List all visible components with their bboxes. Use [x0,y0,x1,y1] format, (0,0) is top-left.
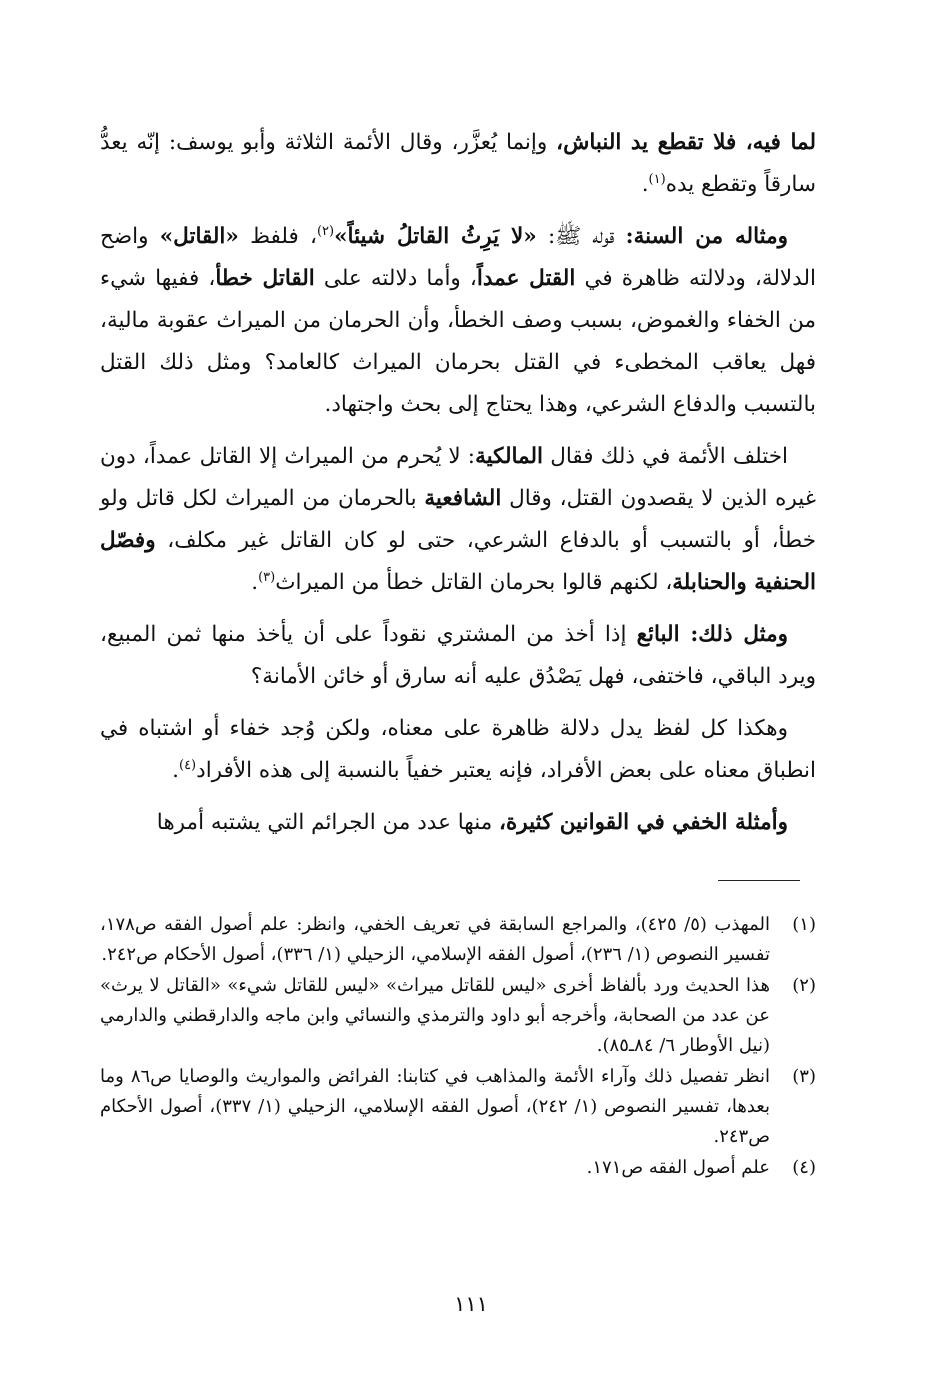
footnote-ref: (٣) [258,569,276,585]
footnote-number: (٢) [792,975,816,996]
bold-phrase: وفصّل الحنفية والحنابلة [100,528,816,595]
hadith-quote: «لا يَرِثُ القاتلُ شيئاً» [334,224,537,249]
bold-phrase: القاتل خطأ [215,266,315,291]
text-run: اختلف الأئمة في ذلك فقال [543,444,788,469]
text-run: بالحرمان من الميراث لكل قاتل ولو خطأ، أو بالتسبب أو بالدفاع الشرعي، حتى لو كان القاتل غير مكلف، [100,486,816,553]
text-run: وهكذا كل لفظ يدل دلالة ظاهرة على معناه، ولكن وُجد خفاء أو اشتباه في انطباق معناه على بعض الأفراد، فإنه يعتبر خفياً بالنسبة إلى هذه الأفراد [100,716,816,783]
text-run: إذا أخذ من المشتري نقوداً على أن يأخذ منها ثمن المبيع، ويرد الباقي، فاختفى، فهل يَصْدُق عليه أنه سارق أو خائن الأمانة؟ [100,622,816,689]
footnote-number: (٣) [792,1066,816,1087]
footnote-number: (١) [792,914,816,935]
text-run: ، ففيها شيء من الخفاء والغموض، بسبب وصف الخطأ، وأن الحرمان من الميراث عقوبة مالية، فهل يعاقب المخطىء في القتل بحرمان الميراث كالعامد؟ ومثل ذلك القتل بالتسبب والدفاع الشرعي، وهذا يحتاج إلى بحث واجتهاد. [100,266,816,417]
footnote-text: المهذب (٥/ ٤٢٥)، والمراجع السابقة في تعريف الخفي، وانظر: علم أصول الفقه ص١٧٨، تفسير النصوص (١/ ٢٣٦)، أصول الفقه الإسلامي، الزحيلي (١/ ٣٣٦)، أصول الأحكام ص٢٤٢. [100,914,770,965]
text-run: قوله ﷺ: [536,224,626,249]
text-run: واضح الدلالة، ودلالته ظاهرة في [100,224,816,291]
bold-phrase: وأمثلة الخفي في القوانين كثيرة، [499,810,788,835]
text-run: . [641,172,649,197]
paragraph-5 [100,708,816,792]
footnote-text: انظر تفصيل ذلك وآراء الأئمة والمذاهب في كتابنا: الفرائض والمواريث والوصايا ص٨٦ وما بعدها، تفسير النصوص (١/ ٢٤٢)، أصول الفقه الإسلامي، الزحيلي (١/ ٣٣٧)، أصول الأحكام ص٢٤٣. [100,1066,770,1147]
footnote-3 [100,1062,816,1152]
footnote-text: علم أصول الفقه ص١٧١. [586,1157,770,1178]
paragraph-1 [100,122,816,206]
footnote-text: هذا الحديث ورد بألفاظ أخرى «ليس للقاتل ميراث» «ليس للقاتل شيء» «القاتل لا يرث» عن عدد من الصحابة، وأخرجه أبو داود والترمذي والنسائي وابن ماجه والدارقطني والدارمي (نيل الأوطار ٦/ ٨٤ـ٨٥). [100,975,770,1056]
text-run: ، فلفظ [238,224,317,249]
footnote-ref: (١) [648,171,666,187]
main-text [100,122,816,854]
paragraph-3 [100,436,816,604]
text-run: وإنما يُعزَّر، وقال الأئمة الثلاثة وأبو يوسف: إنّه يعدُّ سارقاً وتقطع يده [100,130,816,197]
footnote-4 [100,1153,816,1183]
footnote-number: (٤) [792,1157,816,1178]
bold-phrase: لما فيه، فلا تقطع يد النباش، [556,130,817,155]
bold-phrase: «القاتل» [159,224,239,249]
footnote-2 [100,971,816,1061]
bold-phrase: القتل عمداً [476,266,576,291]
paragraph-4 [100,614,816,698]
text-run: . [172,758,179,783]
bold-phrase: ومثل ذلك: البائع [636,622,788,647]
footnote-ref: (٤) [178,757,197,773]
footnotes [100,910,816,1184]
text-run: ، وأما دلالته على [314,266,477,291]
text-run: . [251,570,259,595]
bold-phrase: المالكية [475,444,544,469]
footnote-ref: (٢) [316,223,335,239]
footnote-1 [100,910,816,970]
paragraph-6 [100,802,816,844]
text-run: منها عدد من الجرائم التي يشتبه أمرها [156,810,500,835]
bold-phrase: ومثاله من السنة: [625,224,789,249]
page-number: ١١١ [454,1292,488,1316]
text-run: : لا يُحرم من الميراث إلا القاتل عمداً، دون غيره الذين لا يقصدون القتل، وقال [100,444,816,511]
footnote-divider [718,880,800,881]
paragraph-2 [100,216,816,426]
bold-phrase: الشافعية [424,486,502,511]
text-run: ، لكنهم قالوا بحرمان القاتل خطأ من الميراث [275,570,673,595]
